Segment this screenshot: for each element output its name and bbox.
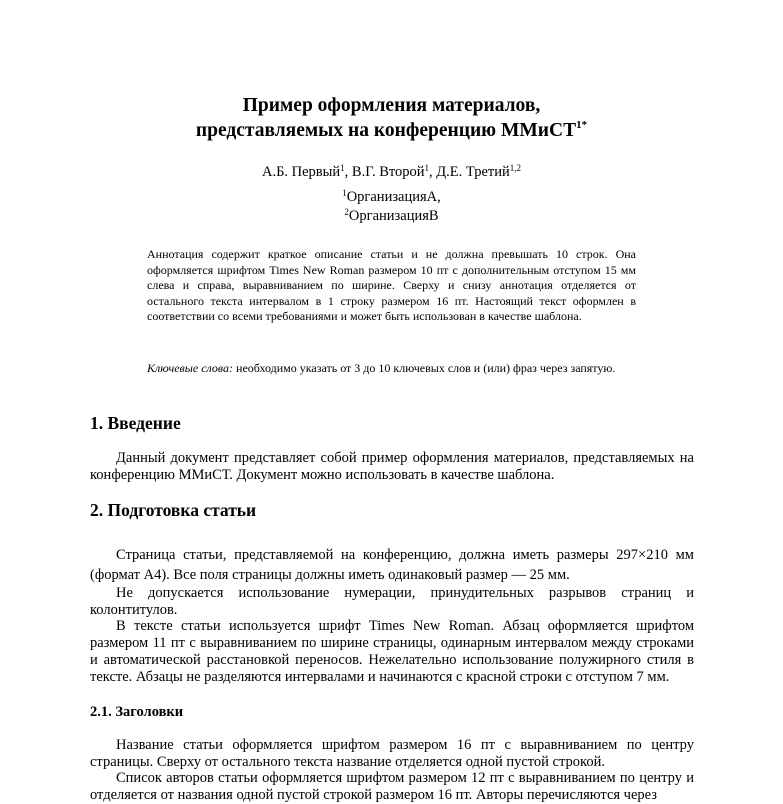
paragraph: Список авторов статьи оформляется шрифтом размером 12 пт с выравниванием по центру и отделяется от названия одной пустой строкой размером 16 пт. Авторы перечисляются через	[90, 770, 694, 804]
title-line-1: Пример оформления материалов,	[242, 95, 541, 116]
organization-list	[0, 188, 783, 226]
section-heading-introduction: 1. Введение	[90, 413, 181, 433]
organization-name: ОрганизацияВ	[348, 208, 439, 224]
paragraph: Данный документ представляет собой пример оформления материалов, представляемых на конференцию ММиСТ. Документ можно использовать в качестве шаблона.	[90, 450, 694, 483]
section-body-introduction	[90, 450, 694, 483]
organization-name: ОрганизацияА,	[346, 189, 441, 205]
paragraph: Страница статьи, представляемой на конференцию, должна иметь размеры 297×210 мм (формат А4). Все поля страницы должны иметь одинаковый размер — 25 мм.	[90, 547, 694, 583]
author-affiliation-mark: 1,2	[509, 163, 522, 173]
organization-mark: 2	[344, 207, 349, 217]
paragraph: Не допускается использование нумерации, принудительных разрывов страниц и колонтитулов.	[90, 585, 694, 618]
abstract: Аннотация содержит краткое описание статьи и не должна превышать 10 строк. Она оформляется шрифтом Times New Roman размером 10 пт с дополнительным отступом 15 мм слева и справа, выравниванием по ширине. Сверху и снизу аннотация отделяется от остального текста интервалом в 1 строку размером 16 пт. Настоящий текст оформлен в соответствии со всеми требованиями и может быть использован в качестве шаблона.	[147, 247, 636, 323]
organization-mark: 1	[342, 188, 347, 198]
keywords-label: Ключевые слова:	[147, 361, 234, 375]
title-footnote-mark: 1*	[576, 119, 588, 131]
subsection-body-headings	[90, 737, 694, 804]
author-separator: ,	[344, 164, 352, 180]
subsection-heading-headings: 2.1. Заголовки	[90, 704, 184, 720]
section-body-preparation	[90, 545, 694, 685]
paper-title	[0, 93, 783, 143]
paragraph: В тексте статьи используется шрифт Times New Roman. Абзац оформляется шрифтом размером 11 пт с выравниванием по ширине страницы, одинарным интервалом между строками и автоматической расстановкой переносов. Нежелательно использование полужирного стиля в тексте. Абзацы не разделяются интервалами и начинаются с красной строки с отступом 7 мм.	[90, 618, 694, 685]
author-name: А.Б. Первый	[261, 164, 341, 180]
author-affiliation-mark: 1	[424, 163, 430, 173]
author-separator: ,	[429, 164, 437, 180]
author-name: Д.Е. Третий	[436, 164, 510, 180]
title-line-2	[0, 118, 783, 143]
keywords-text: необходимо указать от 3 до 10 ключевых слов и (или) фраз через запятую.	[233, 361, 616, 375]
title-line-2-text: представляемых на конференцию ММиСТ	[195, 120, 577, 141]
author-name: В.Г. Второй	[351, 164, 425, 180]
organization-item	[0, 188, 783, 207]
paragraph: Название статьи оформляется шрифтом размером 16 пт с выравниванием по центру страницы. Сверху от остального текста название отделяется одной пустой строкой.	[90, 737, 694, 770]
organization-item	[0, 207, 783, 226]
author-list	[0, 162, 783, 182]
keywords	[147, 360, 636, 376]
section-heading-preparation: 2. Подготовка статьи	[90, 500, 257, 520]
author-affiliation-mark: 1	[340, 163, 345, 173]
